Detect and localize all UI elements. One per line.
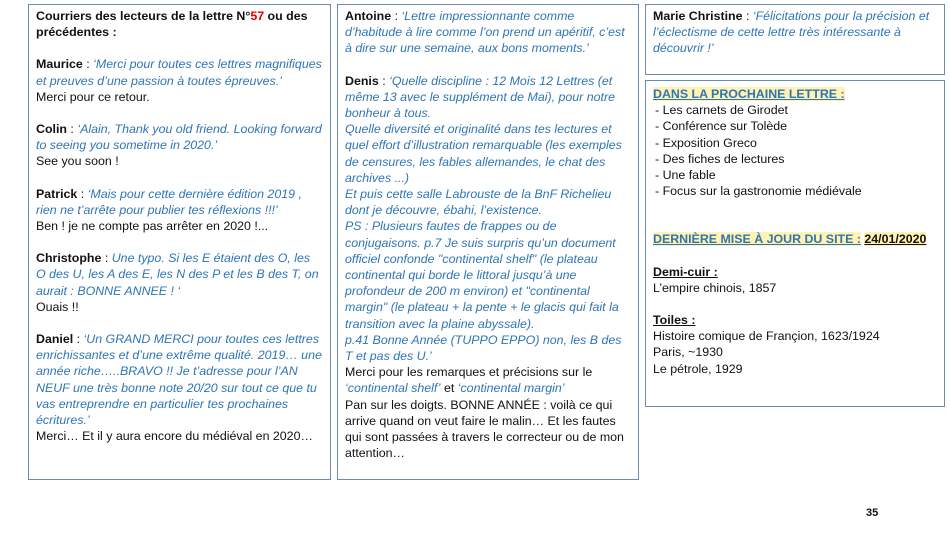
readers-letters-box-1 (28, 4, 331, 480)
list-item: Histoire comique de Françion, 1623/1924 (653, 329, 880, 344)
site-update: DERNIÈRE MISE À JOUR DU SITE : 24/01/2020 (653, 232, 927, 247)
letter-christophe: Christophe : Une typo. Si les E étaient des O, les O des U, les A des E, les N des P et les B des T, on aurait : BONNE ANNEE ! ‘ (36, 251, 319, 298)
readers-letters-box-2 (337, 4, 639, 480)
reply-colin: See you soon ! (36, 154, 119, 169)
next-letter-list (653, 102, 937, 199)
letter-denis-part-2: Quelle diversité et originalité dans tes lectures et quel effort d’illustration remarquable (les exemples de censures, les fables allemandes, le chat des archives ...) (345, 122, 622, 185)
page-number: 35 (866, 507, 879, 519)
list-item: Paris, ~1930 (653, 345, 723, 360)
list-item: - Exposition Greco (655, 135, 757, 150)
letter-daniel: Daniel : ‘Un GRAND MERCI pour toutes ces lettres enrichissantes et d’une extrême qualité. 2019… une année riche…..BRAVO !! Je t’adresse pour l’AN NEUF une très bonne note 20/20 sur tout ce que tu vas entreprendre en particulier tes prochaines écritures.’ (36, 332, 322, 428)
next-letter-box (645, 80, 945, 407)
letters-header: Courriers des lecteurs de la lettre N°57 ou des précédentes : (36, 9, 308, 40)
list-item: - Focus sur la gastronomie médiévale (655, 184, 862, 199)
letter-denis: Denis : ‘Quelle discipline : 12 Mois 12 Lettres (et même 13 avec le supplément de Mai), pour notre bonheur à tous. (345, 73, 615, 121)
list-item: L’empire chinois, 1857 (653, 280, 777, 295)
letter-colin: Colin : ‘Alain, Thank you old friend. Looking forward to seeing you sometime in 2020.’ (36, 122, 322, 153)
letter-denis-part-3: Et puis cette salle Labrouste de la BnF Richelieu dont je découvre, ébahi, l’existence. (345, 187, 612, 218)
letter-number: 57 (250, 9, 265, 23)
reply-maurice: Merci pour ce retour. (36, 89, 150, 104)
letter-denis-part-4: PS : Plusieurs fautes de frappes ou de conjugaisons. p.7 Je suis surpris qu’un document officiel confonde "continental shelf" (le plateau continental qui borde le littoral jusqu’à une profondeur de 200 m environ) et "continental margin" (le plateau + la pente + le glacis qui fait la transition avec la plaine abyssale). (345, 219, 619, 331)
letter-antoine: Antoine : ‘Lettre impressionnante comme d’habitude à lire comme l’on prend un apéritif, c’est à dire sur une semaine, aux bons moments.’ (345, 9, 625, 56)
list-item: Le pétrole, 1929 (653, 361, 743, 376)
letter-marie-christine: Marie Christine : ‘Félicitations pour la précision et l’éclectisme de cette lettre très intéressante à découvrir !’ (653, 9, 930, 56)
list-item: - Des fiches de lectures (655, 151, 785, 166)
toiles-title: Toiles : (653, 313, 696, 328)
letter-maurice: Maurice : ‘Merci pour toutes ces lettres magnifiques et preuves d’une passion à toutes épreuves.’ (36, 57, 322, 88)
letter-patrick: Patrick : ‘Mais pour cette dernière édition 2019 , rien ne t’arrête pour publier tes réflexions !!!’ (36, 186, 302, 217)
list-item: - Conférence sur Tolède (655, 119, 788, 134)
readers-letters-box-3 (645, 4, 945, 75)
reply-christophe: Ouais !! (36, 299, 79, 314)
site-update-date: 24/01/2020 (864, 232, 927, 247)
reply-denis-1: Merci pour les remarques et précisions sur le ‘continental shelf’ et ‘continental margin’ (345, 365, 593, 396)
reply-patrick: Ben ! je ne compte pas arrêter en 2020 !... (36, 219, 269, 234)
list-item: - Les carnets de Girodet (655, 103, 788, 118)
letter-denis-part-5: p.41 Bonne Année (TUPPO EPPO) non, les B des T et pas des U.’ (345, 332, 622, 364)
reply-denis-2: Pan sur les doigts. BONNE ANNÉE : voilà ce qui arrive quand on veut faire le malin… Et les fautes qui sont passées à travers le correcteur ou de mon attention… (345, 397, 624, 461)
next-letter-title: DANS LA PROCHAINE LETTRE : (653, 87, 845, 101)
list-item: - Une fable (655, 168, 716, 183)
demi-cuir-title: Demi-cuir : (653, 264, 718, 279)
reply-daniel: Merci… Et il y aura encore du médiéval en 2020… (36, 429, 313, 444)
